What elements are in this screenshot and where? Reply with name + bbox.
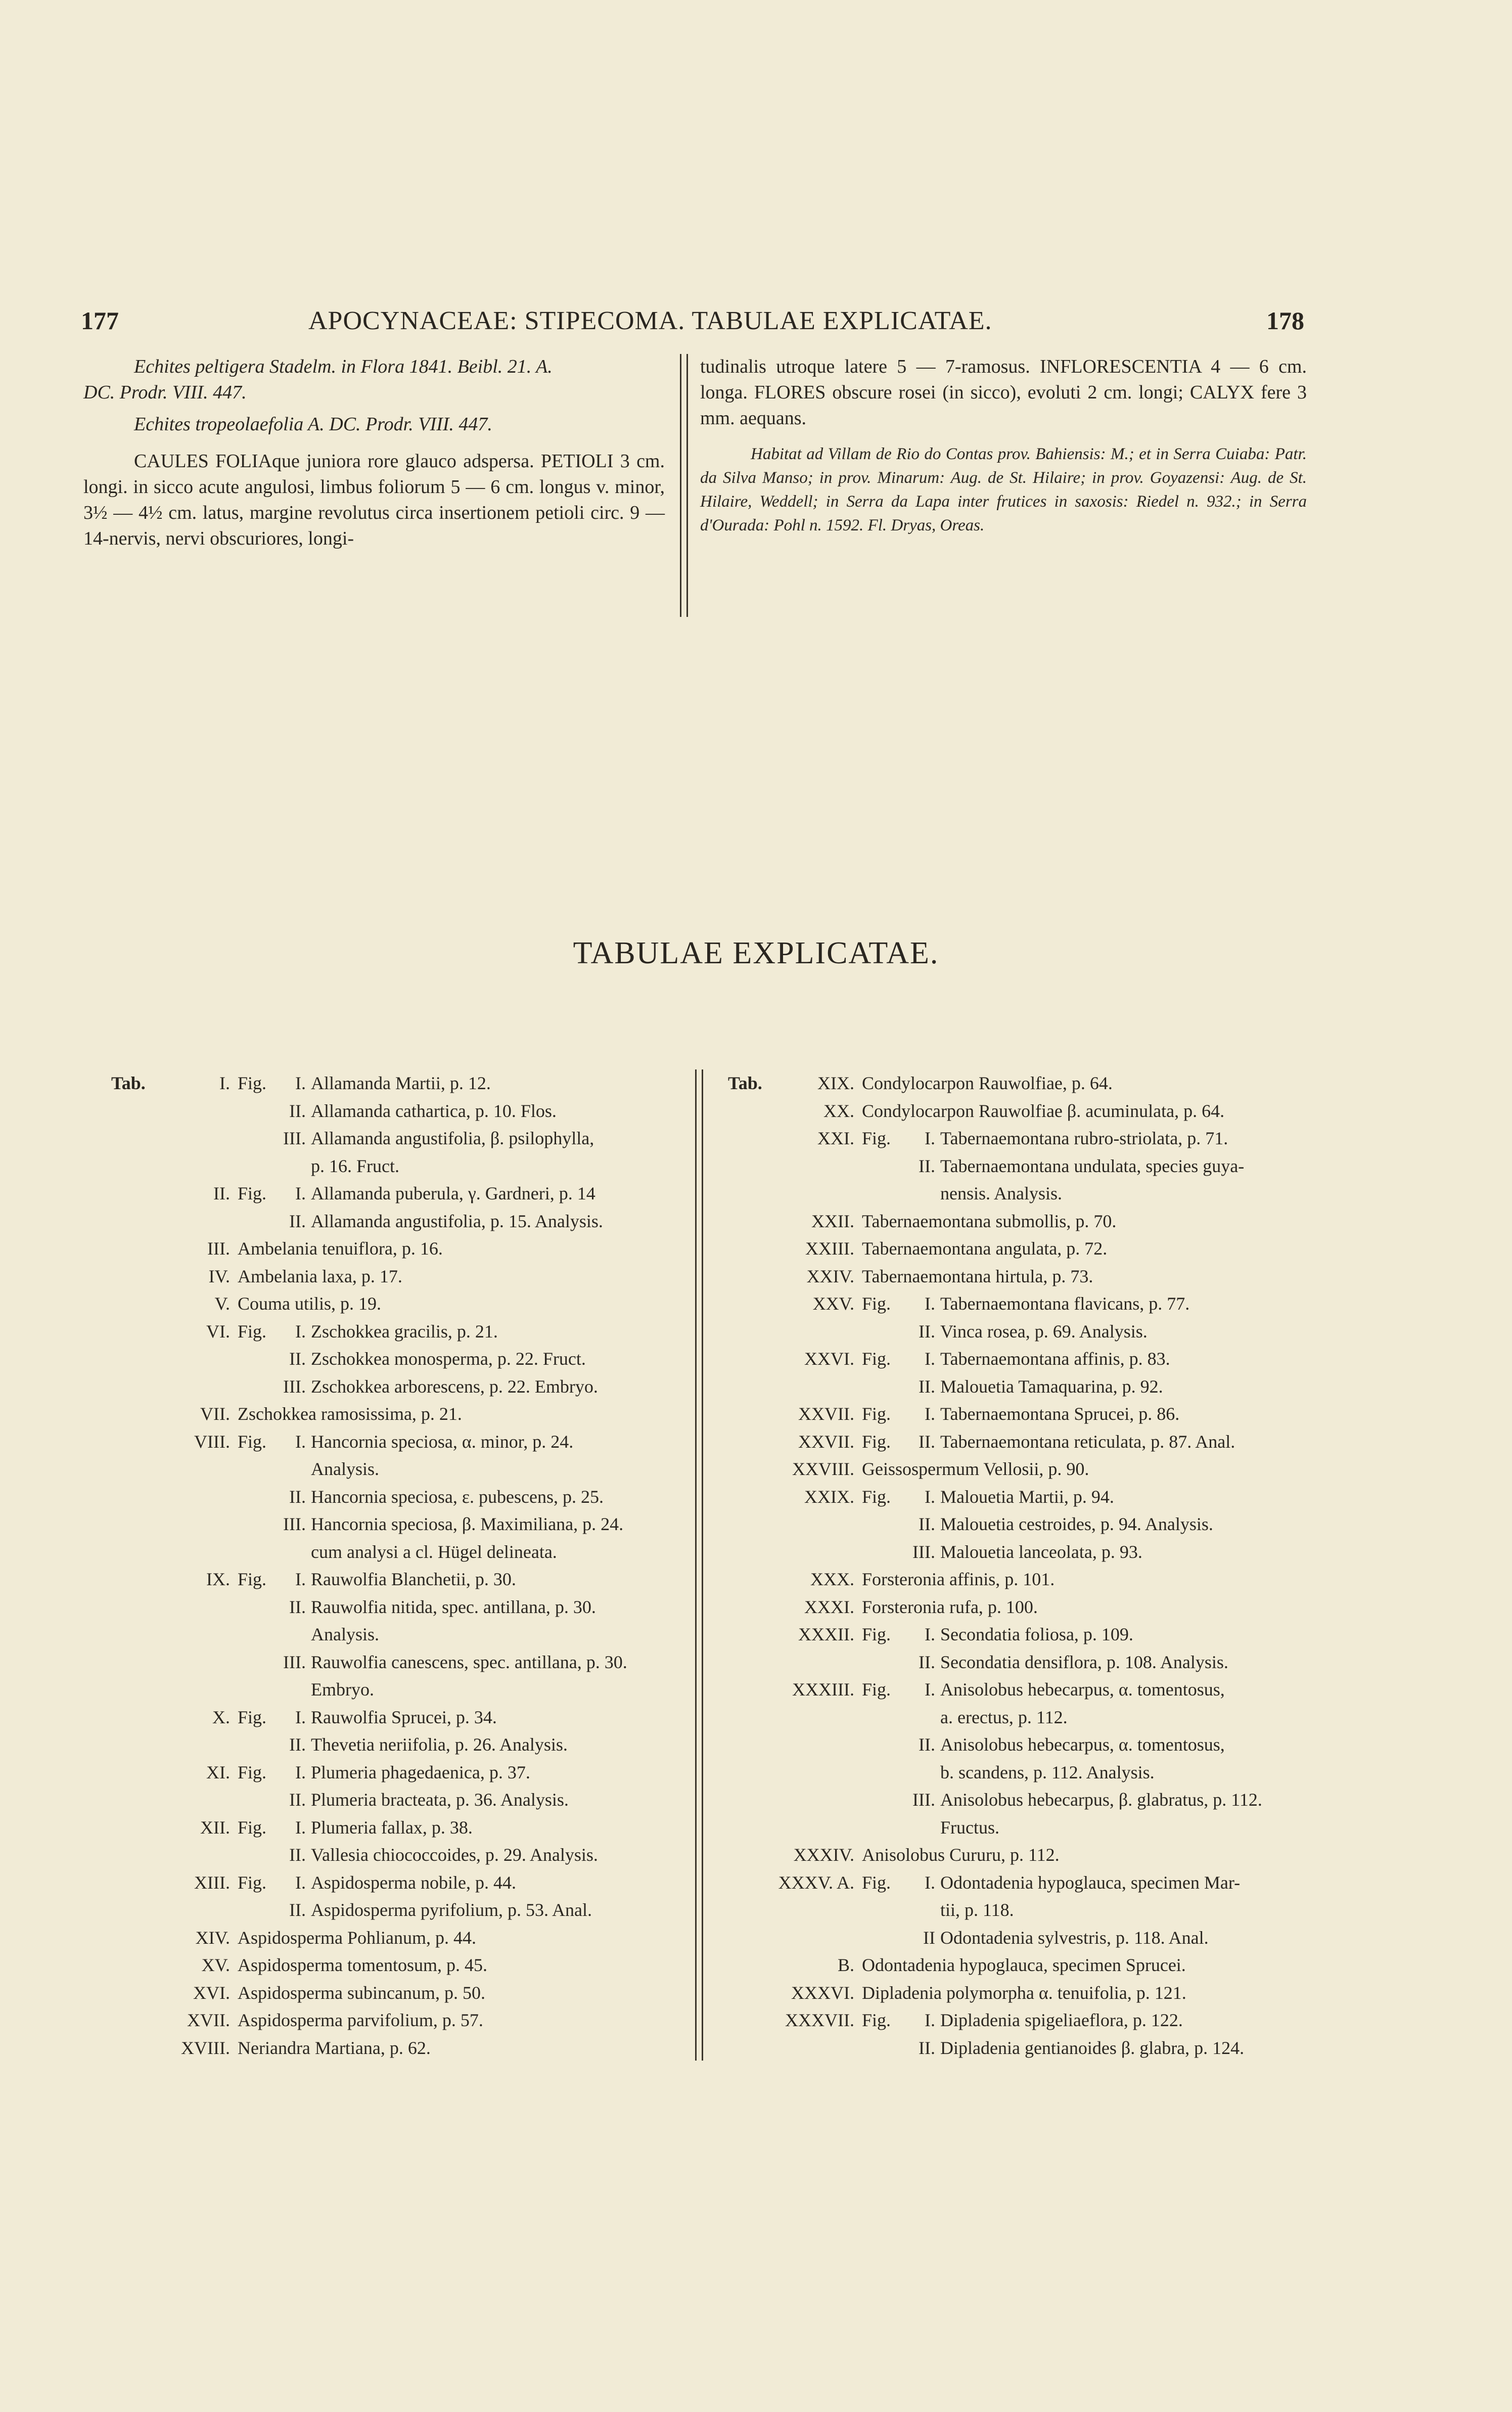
plate-caption: Vinca rosea, p. 69. Analysis. — [940, 1321, 1148, 1342]
plate-entry — [111, 1373, 677, 1401]
plate-entry — [111, 1759, 677, 1786]
plate-entry — [111, 1869, 677, 1897]
plate-caption: Malouetia Martii, p. 94. — [940, 1486, 1114, 1507]
plate-entry — [728, 1841, 1309, 1869]
plates-list-right — [728, 1069, 1309, 2062]
plate-caption: Forsteronia rufa, p. 100. — [862, 1596, 1038, 1617]
plate-caption: Tabernaemontana undulata, species guya- — [940, 1155, 1245, 1176]
plate-entry — [111, 1455, 677, 1483]
figure-number: I. — [295, 1569, 306, 1589]
plate-entry — [728, 1180, 1309, 1208]
plate-entry — [111, 1290, 677, 1318]
plate-caption: Aspidosperma subincanum, p. 50. — [238, 1982, 485, 2003]
plate-entry — [728, 1869, 1309, 1897]
plate-number: XXVIII. — [792, 1459, 854, 1479]
plate-caption: Odontadenia hypoglauca, specimen Mar- — [940, 1872, 1241, 1893]
plate-caption: Neriandra Martiana, p. 62. — [238, 2037, 431, 2058]
plate-caption: Anisolobus hebecarpus, β. glabratus, p. 112. — [940, 1790, 1262, 1810]
plate-caption: tii, p. 118. — [940, 1900, 1014, 1920]
description-right: tudinalis utroque latere 5 — 7-ramosus. INFLORESCENTIA 4 — 6 cm. longa. FLORES obscure rosei (in sicco), evoluti 2 cm. longi; CALYX fere 3 mm. aequans. — [700, 356, 1307, 429]
plate-number: XXVII. — [798, 1404, 854, 1424]
figure-number: I. — [925, 1486, 935, 1507]
plate-entry — [111, 1097, 677, 1125]
figure-number: I. — [295, 1431, 306, 1452]
plate-caption: Secondatia foliosa, p. 109. — [940, 1624, 1133, 1644]
plate-entry — [728, 1621, 1309, 1648]
figure-number: II. — [289, 1211, 306, 1231]
tab-label-right: Tab. — [728, 1073, 762, 1093]
plate-caption: Tabernaemontana flavicans, p. 77. — [940, 1293, 1190, 1314]
figure-number: I. — [295, 1183, 306, 1203]
tab-label-left: Tab. — [111, 1073, 146, 1093]
figure-label: Fig. — [862, 2010, 891, 2030]
plate-caption: Tabernaemontana rubro-striolata, p. 71. — [940, 1128, 1228, 1148]
plate-entry — [111, 1318, 677, 1346]
plate-entry — [111, 1593, 677, 1621]
plate-number: XI. — [206, 1762, 230, 1782]
upper-right-column — [700, 354, 1307, 554]
plate-entry — [728, 1400, 1309, 1428]
plate-entry — [728, 1428, 1309, 1456]
plate-number: XX. — [823, 1100, 854, 1121]
figure-number: III. — [283, 1128, 306, 1148]
figure-number: I. — [925, 1128, 935, 1148]
habitat-text: Habitat ad Villam de Rio do Contas prov. Bahiensis: M.; et in Serra Cuiaba: Patr. da Silva Manso; in prov. Minarum: Aug. de St. Hilaire; in prov. Goyazensi: Aug. de St. Hilaire, Weddell; in Serra da Lapa inter frutices in saxosis: Riedel n. 932.; in Serra d'Ourada: Pohl n. 1592. Fl. Dryas, Oreas. — [700, 445, 1307, 534]
plate-entry — [111, 1263, 677, 1290]
plate-entry — [111, 1814, 677, 1842]
plate-entry — [728, 1648, 1309, 1676]
figure-number: I. — [295, 1707, 306, 1727]
plate-number: XXIX. — [804, 1486, 854, 1507]
plate-entry — [728, 1345, 1309, 1373]
plate-number: XII. — [200, 1817, 230, 1838]
page-number-right: 178 — [1266, 306, 1304, 335]
plate-number: XXXII. — [798, 1624, 854, 1644]
plate-entry — [728, 1318, 1309, 1346]
plate-number: II. — [213, 1183, 230, 1203]
plate-number: XIX. — [817, 1073, 854, 1093]
figure-label: Fig. — [238, 1569, 267, 1589]
figure-number: II. — [919, 2037, 935, 2058]
plate-caption: Rauwolfia nitida, spec. antillana, p. 30. — [311, 1596, 596, 1617]
plate-caption: Rauwolfia Sprucei, p. 34. — [311, 1707, 497, 1727]
plate-entry — [111, 1704, 677, 1731]
plate-caption: Dipladenia spigeliaeflora, p. 122. — [940, 2010, 1183, 2030]
plate-entry — [728, 1814, 1309, 1842]
plate-caption: Tabernaemontana hirtula, p. 73. — [862, 1266, 1093, 1286]
plate-number: XXXIII. — [792, 1679, 854, 1700]
plate-caption: Odontadenia sylvestris, p. 118. Anal. — [940, 1927, 1209, 1948]
figure-number: III. — [283, 1651, 306, 1672]
plate-number: XXXI. — [804, 1596, 854, 1617]
figure-label: Fig. — [862, 1349, 891, 1369]
plate-number: XIII. — [194, 1872, 230, 1893]
figure-number: III. — [912, 1790, 935, 1810]
plate-number: XXXVI. — [791, 1982, 854, 2003]
plate-caption: Couma utilis, p. 19. — [238, 1293, 382, 1314]
plate-number: XVIII. — [181, 2037, 230, 2058]
figure-number: I. — [925, 2010, 935, 2030]
plate-entry — [728, 1951, 1309, 1979]
figure-number: II. — [919, 1155, 935, 1176]
plate-entry — [728, 1483, 1309, 1511]
plate-caption: Zschokkea arborescens, p. 22. Embryo. — [311, 1376, 598, 1397]
plate-number: VI. — [206, 1321, 230, 1342]
figure-number: II. — [289, 1349, 306, 1369]
figure-number: II. — [289, 1900, 306, 1920]
plate-number: XXVII. — [798, 1431, 854, 1452]
figure-number: I. — [925, 1293, 935, 1314]
plate-entry — [111, 1400, 677, 1428]
plate-entry — [111, 1235, 677, 1263]
plate-caption: Aspidosperma nobile, p. 44. — [311, 1872, 516, 1893]
plate-number: XXV. — [812, 1293, 854, 1314]
plates-list-left — [111, 1069, 677, 2062]
plate-entry — [728, 1208, 1309, 1235]
plate-entry — [111, 1069, 677, 1097]
plate-number: XXI. — [817, 1128, 854, 1148]
figure-number: II. — [289, 1845, 306, 1865]
figure-number: I. — [295, 1321, 306, 1342]
plate-entry — [111, 1924, 677, 1952]
page-number-left: 177 — [81, 306, 119, 335]
plate-entry — [111, 1566, 677, 1593]
plate-caption: cum analysi a cl. Hügel delineata. — [311, 1541, 557, 1562]
synonym-2: Echites tropeolaefolia A. DC. Prodr. VIII. 447. — [134, 414, 492, 435]
plate-entry — [728, 1069, 1309, 1097]
figure-label: Fig. — [862, 1872, 891, 1893]
figure-label: Fig. — [862, 1404, 891, 1424]
figure-number: II. — [919, 1321, 935, 1342]
plate-number: XVII. — [187, 2010, 230, 2030]
figure-number: I. — [295, 1817, 306, 1838]
plate-entry — [728, 1235, 1309, 1263]
plate-entry — [111, 1538, 677, 1566]
plate-number: XXIV. — [806, 1266, 854, 1286]
plate-caption: Anisolobus Cururu, p. 112. — [862, 1845, 1060, 1865]
plate-entry — [728, 1896, 1309, 1924]
plate-entry — [111, 2034, 677, 2062]
plate-number: XXX. — [810, 1569, 854, 1589]
plate-caption: Hancornia speciosa, β. Maximiliana, p. 24. — [311, 1514, 624, 1534]
column-rule-plates — [695, 1069, 703, 2061]
plate-entry — [111, 1621, 677, 1648]
plate-entry — [111, 1180, 677, 1208]
running-head — [81, 306, 1304, 336]
figure-number: II. — [289, 1100, 306, 1121]
plate-caption: Tabernaemontana submollis, p. 70. — [862, 1211, 1117, 1231]
plate-caption: Ambelania tenuiflora, p. 16. — [238, 1238, 443, 1259]
plate-caption: Allamanda cathartica, p. 10. Flos. — [311, 1100, 557, 1121]
figure-number: II. — [289, 1790, 306, 1810]
plate-entry — [111, 1152, 677, 1180]
plate-caption: Anisolobus hebecarpus, α. tomentosus, — [940, 1734, 1225, 1755]
figure-number: II. — [289, 1486, 306, 1507]
plate-number: I. — [219, 1073, 230, 1093]
plate-caption: Hancornia speciosa, α. minor, p. 24. — [311, 1431, 574, 1452]
plate-entry — [111, 1896, 677, 1924]
plate-caption: Embryo. — [311, 1679, 374, 1700]
plate-number: XXII. — [811, 1211, 854, 1231]
plate-entry — [111, 1731, 677, 1759]
plate-number: XIV. — [195, 1927, 230, 1948]
plate-caption: Dipladenia polymorpha α. tenuifolia, p. 121. — [862, 1982, 1186, 2003]
plate-caption: Plumeria phagedaenica, p. 37. — [311, 1762, 530, 1782]
upper-left-column — [83, 354, 665, 563]
plate-entry — [111, 1208, 677, 1235]
plate-entry — [728, 1455, 1309, 1483]
plate-entry — [728, 1290, 1309, 1318]
figure-number: II. — [919, 1734, 935, 1755]
figure-number: I. — [925, 1624, 935, 1644]
plate-number: VII. — [200, 1404, 230, 1424]
figure-number: II. — [919, 1651, 935, 1672]
plate-caption: Secondatia densiflora, p. 108. Analysis. — [940, 1651, 1228, 1672]
plate-entry — [728, 1979, 1309, 2007]
plate-entry — [728, 1373, 1309, 1401]
plate-caption: Zschokkea ramosissima, p. 21. — [238, 1404, 462, 1424]
plate-entry — [728, 1593, 1309, 1621]
plate-caption: Malouetia cestroides, p. 94. Analysis. — [940, 1514, 1213, 1534]
plate-caption: Aspidosperma parvifolium, p. 57. — [238, 2010, 483, 2030]
plate-caption: Geissospermum Vellosii, p. 90. — [862, 1459, 1089, 1479]
plate-entry — [111, 1841, 677, 1869]
figure-number: III. — [283, 1376, 306, 1397]
figure-number: I. — [295, 1872, 306, 1893]
plate-entry — [728, 1924, 1309, 1952]
plate-entry — [728, 1566, 1309, 1593]
plate-number: XV. — [201, 1955, 230, 1975]
plate-number: XXVI. — [804, 1349, 854, 1369]
figure-number: III. — [912, 1541, 935, 1562]
figure-number: II. — [919, 1431, 935, 1452]
plate-caption: Aspidosperma pyrifolium, p. 53. Anal. — [311, 1900, 592, 1920]
figure-label: Fig. — [862, 1128, 891, 1148]
figure-label: Fig. — [238, 1762, 267, 1782]
plate-caption: Ambelania laxa, p. 17. — [238, 1266, 402, 1286]
plate-caption: Allamanda Martii, p. 12. — [311, 1073, 491, 1093]
description-left: CAULES FOLIAque juniora rore glauco adspersa. PETIOLI 3 cm. longi. in sicco acute angulosi, limbus foliorum 5 — 6 cm. longus v. minor, 3½ — 4½ cm. latus, margine revolutus circa insertionem petioli circ. 9 — 14-nervis, nervi obscuriores, longi- — [83, 451, 665, 549]
figure-label: Fig. — [238, 1073, 267, 1093]
plate-entry — [728, 1676, 1309, 1704]
figure-number: II. — [289, 1596, 306, 1617]
figure-label: Fig. — [862, 1679, 891, 1700]
plate-entry — [728, 1731, 1309, 1759]
plate-caption: Rauwolfia Blanchetii, p. 30. — [311, 1569, 516, 1589]
plate-number: XXXV. A. — [778, 1872, 854, 1893]
plate-number: IX. — [206, 1569, 230, 1589]
figure-number: I. — [295, 1762, 306, 1782]
plate-number: XXIII. — [805, 1238, 854, 1259]
synonym-1-line-2: DC. Prodr. VIII. 447. — [83, 382, 247, 403]
figure-number: I. — [925, 1349, 935, 1369]
plate-caption: Thevetia neriifolia, p. 26. Analysis. — [311, 1734, 568, 1755]
plate-caption: Aspidosperma tomentosum, p. 45. — [238, 1955, 487, 1975]
plate-entry — [111, 1951, 677, 1979]
plate-caption: Tabernaemontana Sprucei, p. 86. — [940, 1404, 1180, 1424]
plate-caption: Anisolobus hebecarpus, α. tomentosus, — [940, 1679, 1225, 1700]
figure-label: Fig. — [238, 1817, 267, 1838]
plate-caption: Vallesia chiococcoides, p. 29. Analysis. — [311, 1845, 598, 1865]
plate-caption: Plumeria fallax, p. 38. — [311, 1817, 473, 1838]
figure-label: Fig. — [238, 1183, 267, 1203]
synonym-1-line-1: Echites peltigera Stadelm. in Flora 1841. Beibl. 21. A. — [134, 356, 553, 377]
plate-number: III. — [207, 1238, 230, 1259]
plate-entry — [728, 1786, 1309, 1814]
figure-label: Fig. — [862, 1293, 891, 1314]
plate-entry — [111, 1125, 677, 1152]
plate-entry — [111, 1428, 677, 1456]
plate-caption: Malouetia Tamaquarina, p. 92. — [940, 1376, 1163, 1397]
plate-entry — [111, 1345, 677, 1373]
plate-number: XVI. — [193, 1982, 230, 2003]
figure-label: Fig. — [238, 1707, 267, 1727]
plate-entry — [111, 1510, 677, 1538]
plate-caption: Aspidosperma Pohlianum, p. 44. — [238, 1927, 476, 1948]
plate-entry — [111, 1648, 677, 1676]
figure-label: Fig. — [862, 1431, 891, 1452]
plate-caption: Allamanda angustifolia, β. psilophylla, — [311, 1128, 594, 1148]
figure-number: II. — [919, 1376, 935, 1397]
figure-number: II. — [289, 1734, 306, 1755]
plate-number: IV. — [208, 1266, 230, 1286]
plate-caption: Analysis. — [311, 1624, 379, 1644]
plate-caption: Odontadenia hypoglauca, specimen Sprucei. — [862, 1955, 1186, 1975]
plate-caption: a. erectus, p. 112. — [940, 1707, 1068, 1727]
plate-caption: Condylocarpon Rauwolfiae, p. 64. — [862, 1073, 1113, 1093]
figure-number: II. — [919, 1514, 935, 1534]
plate-number: V. — [214, 1293, 230, 1314]
figure-number: I. — [925, 1404, 935, 1424]
plate-caption: Zschokkea monosperma, p. 22. Fruct. — [311, 1349, 586, 1369]
plate-caption: Malouetia lanceolata, p. 93. — [940, 1541, 1142, 1562]
plate-caption: p. 16. Fruct. — [311, 1155, 399, 1176]
plate-caption: Analysis. — [311, 1459, 379, 1479]
plate-entry — [111, 1676, 677, 1704]
plate-caption: Plumeria bracteata, p. 36. Analysis. — [311, 1790, 569, 1810]
figure-label: Fig. — [238, 1872, 267, 1893]
plate-number: XXXIV. — [793, 1845, 854, 1865]
figure-number: I. — [925, 1872, 935, 1893]
column-rule-top — [680, 354, 688, 617]
plate-entry — [728, 1125, 1309, 1152]
plate-number: X. — [212, 1707, 230, 1727]
plate-caption: Allamanda puberula, γ. Gardneri, p. 14 — [311, 1183, 595, 1203]
plate-number: B. — [837, 1955, 854, 1975]
plate-caption: Fructus. — [940, 1817, 999, 1838]
plate-entry — [111, 1979, 677, 2007]
plate-entry — [728, 1759, 1309, 1786]
plate-entry — [111, 2006, 677, 2034]
plate-entry — [728, 2034, 1309, 2062]
figure-label: Fig. — [238, 1321, 267, 1342]
plate-caption: Tabernaemontana angulata, p. 72. — [862, 1238, 1108, 1259]
figure-number: I. — [925, 1679, 935, 1700]
plate-entry — [111, 1483, 677, 1511]
running-title: APOCYNACEAE: STIPECOMA. TABULAE EXPLICATAE. — [308, 306, 992, 335]
plate-number: XXXVII. — [785, 2010, 854, 2030]
plate-entry — [728, 1510, 1309, 1538]
plate-caption: Tabernaemontana reticulata, p. 87. Anal. — [940, 1431, 1235, 1452]
section-title: TABULAE EXPLICATAE. — [573, 936, 939, 970]
plate-entry — [728, 1097, 1309, 1125]
plate-caption: Condylocarpon Rauwolfiae β. acuminulata, p. 64. — [862, 1100, 1225, 1121]
plate-entry — [728, 2006, 1309, 2034]
plate-caption: Dipladenia gentianoides β. glabra, p. 124. — [940, 2037, 1245, 2058]
plate-caption: Zschokkea gracilis, p. 21. — [311, 1321, 498, 1342]
plate-caption: b. scandens, p. 112. Analysis. — [940, 1762, 1155, 1782]
plate-entry — [728, 1704, 1309, 1731]
plate-caption: Tabernaemontana affinis, p. 83. — [940, 1349, 1170, 1369]
plate-entry — [728, 1538, 1309, 1566]
plate-number: VIII. — [194, 1431, 230, 1452]
plate-caption: Rauwolfia canescens, spec. antillana, p. 30. — [311, 1651, 627, 1672]
plate-entry — [728, 1152, 1309, 1180]
figure-label: Fig. — [862, 1486, 891, 1507]
figure-label: Fig. — [862, 1624, 891, 1644]
figure-number: II — [923, 1927, 935, 1948]
plate-entry — [728, 1263, 1309, 1290]
figure-label: Fig. — [238, 1431, 267, 1452]
plate-caption: Allamanda angustifolia, p. 15. Analysis. — [311, 1211, 603, 1231]
figure-number: III. — [283, 1514, 306, 1534]
plate-caption: Hancornia speciosa, ε. pubescens, p. 25. — [311, 1486, 604, 1507]
figure-number: I. — [295, 1073, 306, 1093]
plate-caption: nensis. Analysis. — [940, 1183, 1063, 1203]
plate-caption: Forsteronia affinis, p. 101. — [862, 1569, 1055, 1589]
plate-entry — [111, 1786, 677, 1814]
